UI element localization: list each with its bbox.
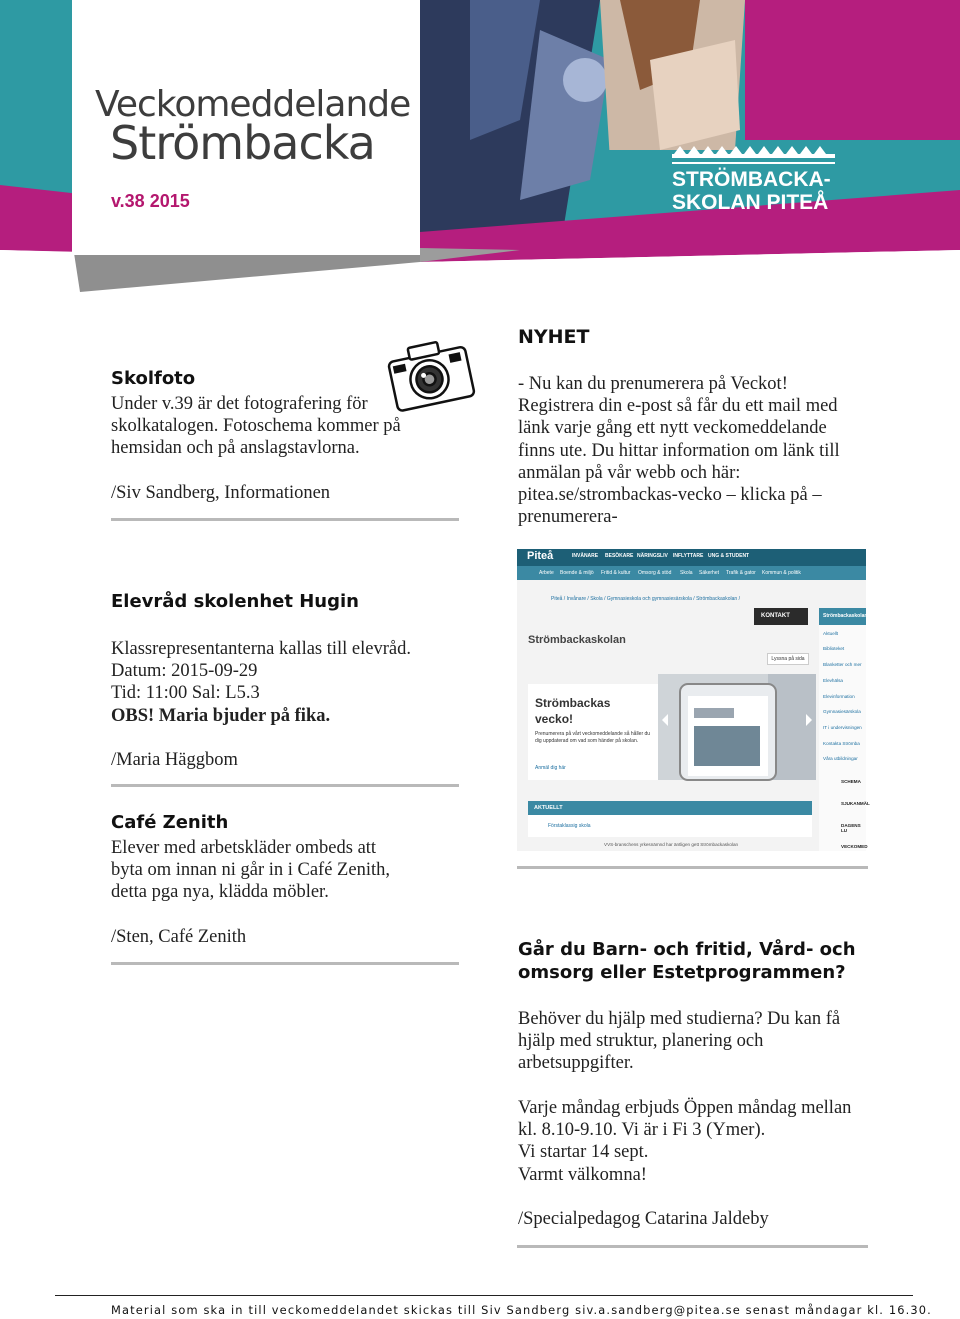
site-subnav-item: Arbete <box>539 570 554 576</box>
newsletter-title-line2: Strömbacka <box>110 116 375 170</box>
skolfoto-text <box>111 393 401 460</box>
site-promo-text: Prenumerera på vårt veckomeddelande så håller du dig uppdaterad om vad som händer på skolan. <box>535 731 651 744</box>
text-line: Elever med arbetskläder ombeds att <box>111 838 377 858</box>
site-sidebar-item: Blanketter och mer <box>823 662 862 667</box>
newsletter-title-line1: Veckomeddelande <box>95 84 411 125</box>
skolfoto-heading: Skolfoto <box>111 368 196 389</box>
site-aktuellt-text: VVS-branschens yrkesnämnd har äntligen gett Strömbackaskolan <box>604 842 739 847</box>
elevrad-signature: /Maria Häggbom <box>111 750 238 770</box>
section-divider <box>111 962 459 965</box>
cafe-text <box>111 837 390 904</box>
site-page-title: Strömbackaskolan <box>528 634 626 646</box>
text-line: prenumerera- <box>518 507 618 528</box>
cafe-heading: Café Zenith <box>111 812 229 833</box>
site-subnav-item: Omsorg & stöd <box>638 570 672 576</box>
site-sidebar-link: VECKOMED <box>841 844 868 849</box>
text-line: kl. 8.10-9.10. Vi är i Fi 3 (Ymer). <box>518 1120 766 1141</box>
section-divider <box>517 866 868 869</box>
studiehjalp-para2 <box>518 1097 851 1186</box>
text-line: skolkatalogen. Fotoschema kommer på <box>111 416 401 437</box>
site-nav-item: INVÅNARE <box>572 553 599 559</box>
text-line: Behöver du hjälp med studierna? Du kan få <box>518 1009 841 1029</box>
site-nav-item: INFLYTTARE <box>673 553 704 559</box>
text-line: Registrera din e-post så får du ett mail med <box>518 396 838 417</box>
text-line: - Nu kan du prenumerera på Veckot! <box>518 374 788 394</box>
text-line: pitea.se/strombackas-vecko – klicka på – <box>518 485 822 506</box>
site-subnav-item: Kommun & politik <box>762 570 801 576</box>
site-sidebar-link: SCHEMA <box>841 779 861 784</box>
site-subnav-item: Skola <box>680 570 693 576</box>
cafe-signature: /Sten, Café Zenith <box>111 927 247 947</box>
text-line: arbetsuppgifter. <box>518 1053 634 1074</box>
site-sidebar-item: Biblioteket <box>823 646 845 651</box>
section-divider <box>111 518 459 521</box>
week-label: v.38 2015 <box>111 191 190 211</box>
section-divider <box>517 1245 868 1248</box>
elevrad-text <box>111 638 411 727</box>
text-line: Varmt välkomna! <box>518 1164 647 1185</box>
site-nav-item: BESÖKARE <box>605 553 634 559</box>
nyhet-text <box>518 373 840 528</box>
text-line: Tid: 11:00 Sal: L5.3 <box>111 683 260 704</box>
promo-title-line: vecko! <box>535 712 574 726</box>
site-aktuellt-header: AKTUELLT <box>528 801 812 815</box>
text-line: Datum: 2015-09-29 <box>111 661 258 682</box>
school-name <box>672 168 831 214</box>
text-line: hjälp med struktur, planering och <box>518 1031 764 1052</box>
site-sidebar-item: Våra utbildningar <box>823 756 858 761</box>
nyhet-heading: NYHET <box>518 326 590 348</box>
heading-line: omsorg eller Estetprogrammen? <box>518 962 846 983</box>
text-line: Klassrepresentanterna kallas till elevråd. <box>111 639 411 659</box>
text-line: byta om innan ni går in i Café Zenith, <box>111 860 390 881</box>
site-logo: Piteå <box>527 550 554 562</box>
text-line: detta pga nya, klädda möbler. <box>111 882 329 903</box>
site-promo-link: Anmäl dig här <box>535 765 566 771</box>
site-nav-item: UNG & STUDENT <box>708 553 750 559</box>
section-divider <box>111 784 459 787</box>
text-line-bold: OBS! Maria bjuder på fika. <box>111 705 331 726</box>
site-subnav-item: Säkerhet <box>699 570 720 576</box>
website-screenshot <box>517 549 870 851</box>
site-listen-button: Lyssna på sida <box>767 653 809 665</box>
text-line: finns ute. Du hittar information om länk till <box>518 440 840 461</box>
heading-line: Går du Barn- och fritid, Vård- och <box>518 939 856 960</box>
site-sidebar-item: Elevhälsa <box>823 678 843 683</box>
site-nav-item: NÄRINGSLIV <box>637 553 668 559</box>
school-name-line2: SKOLAN PITEÅ <box>672 191 829 214</box>
site-aktuellt-item: Förstaklassig skola <box>548 823 591 829</box>
site-subnav-item: Fritid & kultur <box>601 570 631 576</box>
site-sidebar-title: Strömbackaskolan <box>819 608 866 625</box>
studiehjalp-para1 <box>518 1008 840 1075</box>
skolfoto-signature: /Siv Sandberg, Informationen <box>111 483 331 503</box>
site-subnav-item: Trafik & gator <box>726 570 756 576</box>
site-sidebar-item: Aktuellt <box>823 631 839 636</box>
promo-title-line: Strömbackas <box>535 696 611 710</box>
text-line: anmälan på vår webb och här: <box>518 462 741 483</box>
site-promo-title <box>535 695 610 727</box>
footer-divider <box>55 1295 913 1296</box>
text-line: Under v.39 är det fotografering för <box>111 394 368 414</box>
site-sidebar-item: Kontakta Strömba <box>823 741 860 746</box>
site-breadcrumb: Piteå / Invånare / Skola / Gymnasieskola och gymnasiesärskola / Strömbackaskolan / <box>551 596 740 602</box>
phone-image <box>658 674 816 780</box>
elevrad-heading: Elevråd skolenhet Hugin <box>111 591 359 612</box>
site-kontakt-button: KONTAKT <box>754 608 808 625</box>
text-line: länk varje gång ett nytt veckomeddelande <box>518 418 827 439</box>
studiehjalp-signature: /Specialpedagog Catarina Jaldeby <box>518 1209 769 1229</box>
text-line: hemsidan och på anslagstavlorna. <box>111 438 360 459</box>
site-sidebar-link: SJUKANMÄL <box>841 801 870 806</box>
school-name-line1: STRÖMBACKA- <box>672 168 831 191</box>
footer-text: Material som ska in till veckomeddelandet skickas till Siv Sandberg siv.a.sandberg@pitea.se senast måndagar kl. 16.30. <box>111 1303 932 1317</box>
site-subnav-item: Boende & miljö <box>560 570 594 576</box>
site-sidebar-item: IT i undervisningen <box>823 725 862 730</box>
studiehjalp-heading <box>518 938 856 984</box>
site-sidebar-item: Gymnasiesärskola <box>823 709 861 714</box>
site-sidebar-item: Elevinformation <box>823 694 855 699</box>
text-line: Varje måndag erbjuds Öppen måndag mellan <box>518 1098 852 1118</box>
site-phone-photo <box>658 674 816 780</box>
site-sidebar-link: DAGENS LU <box>841 823 861 833</box>
text-line: Vi startar 14 sept. <box>518 1142 649 1163</box>
